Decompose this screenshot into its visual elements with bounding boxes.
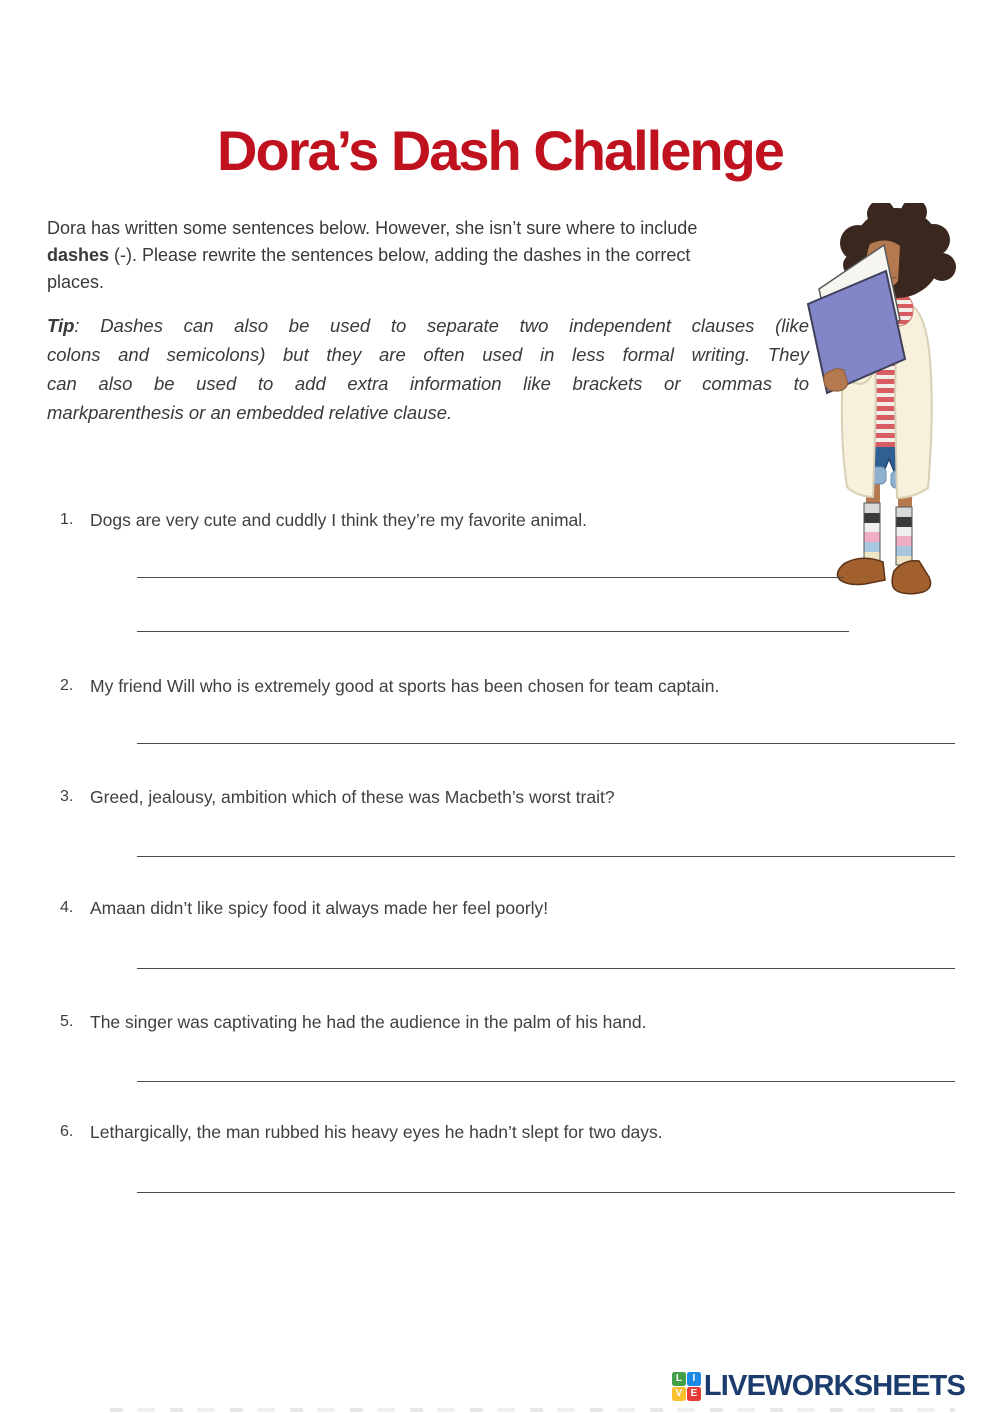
girl-reading-illustration [793,203,968,603]
liveworksheets-footer [672,1370,965,1403]
intro-paragraph [47,215,817,296]
answer-line[interactable] [137,856,955,857]
page-title: Dora’s Dash Challenge [217,119,783,182]
question-item [47,786,955,808]
tip-line: Tip: Dashes can also be used to separate two independent clauses (like [47,315,809,336]
intro-line: places. [47,272,105,292]
logo-letter-i: I [687,1372,701,1386]
intro-line: Dora has written some sentences below. However, she isn’t sure where to include [47,218,698,238]
logo-letter-l: L [672,1372,686,1386]
tip-paragraph [47,311,809,427]
question-item [47,1121,955,1143]
tip-line: can also be used to add extra information like brackets or commas to [47,373,809,394]
question-item [47,897,955,919]
question-number: 5. [60,1013,74,1030]
question-number: 2. [60,677,74,694]
liveworksheets-logo-icon [672,1372,701,1401]
question-item [47,675,955,697]
question-number: 1. [60,511,74,528]
answer-line[interactable] [137,1192,955,1193]
answer-line[interactable] [137,631,849,632]
dashes-bold-word: dashes [47,245,110,265]
question-item [47,509,955,531]
question-number: 4. [60,899,74,916]
tip-label: Tip [47,315,75,336]
question-number: 3. [60,788,74,805]
question-number: 6. [60,1123,74,1140]
hand [824,369,848,391]
tip-line: colons and semicolons) but they are often used in less formal writing. They [47,344,809,365]
liveworksheets-wordmark: LIVEWORKSHEETS [703,1370,965,1402]
answer-line[interactable] [137,743,955,744]
logo-letter-v: V [672,1387,686,1401]
question-item [47,1011,955,1033]
question-text: My friend Will who is extremely good at sports has been chosen for team captain. [90,676,720,696]
answer-line[interactable] [137,968,955,969]
question-text: Lethargically, the man rubbed his heavy eyes he hadn’t slept for two days. [90,1122,663,1142]
question-text: The singer was captivating he had the audience in the palm of his hand. [90,1012,647,1032]
answer-line[interactable] [137,577,844,578]
brown-shoes [837,558,930,594]
question-text: Amaan didn’t like spicy food it always made her feel poorly! [90,898,549,918]
question-text: Dogs are very cute and cuddly I think they’re my favorite animal. [90,510,588,530]
tip-line: markparenthesis or an embedded relative clause. [47,402,453,423]
logo-letter-e: E [687,1387,701,1401]
question-text: Greed, jealousy, ambition which of these was Macbeth’s worst trait? [90,787,615,807]
intro-line: dashes (-). Please rewrite the sentences below, adding the dashes in the correct [47,245,691,265]
answer-line[interactable] [137,1081,955,1082]
page-edge-text-artifact [110,1408,955,1412]
